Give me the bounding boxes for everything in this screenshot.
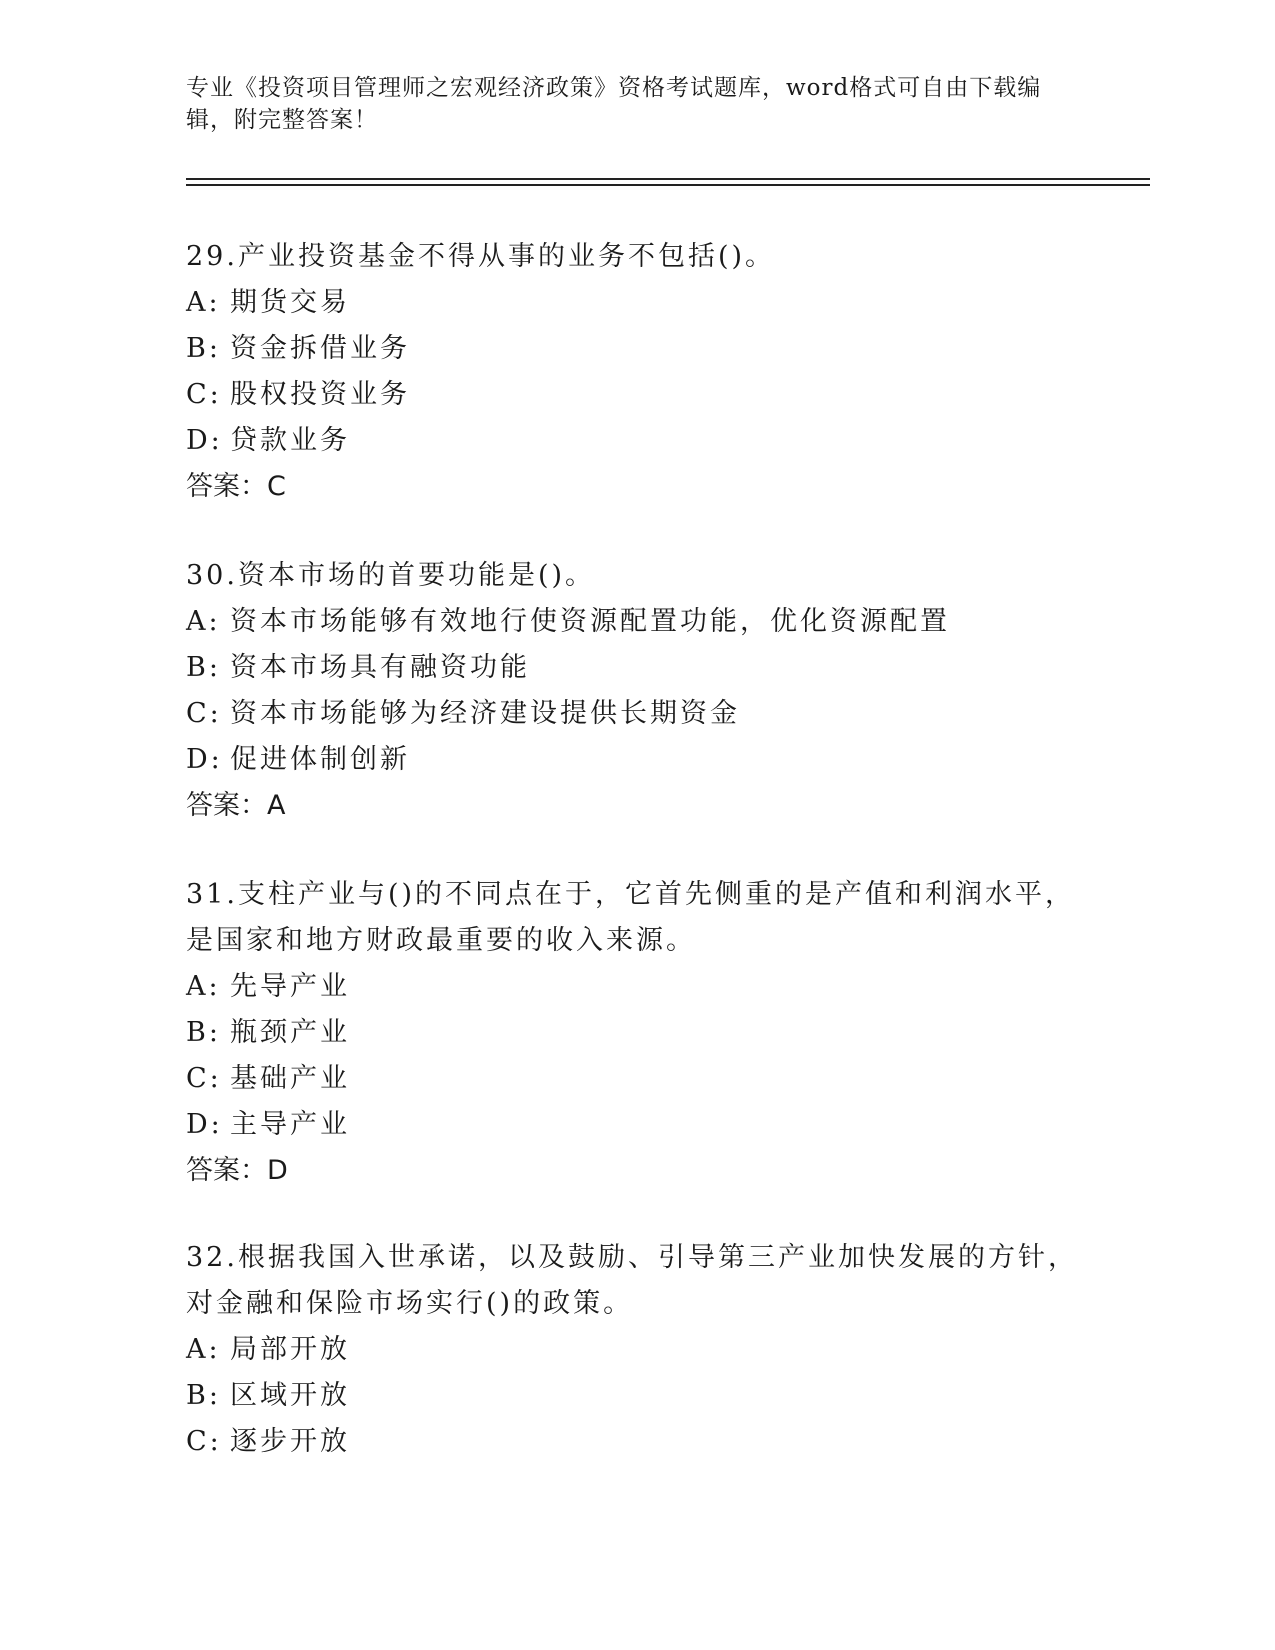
option-letter: B: [186,652,221,683]
option-letter: C: [186,379,222,410]
option-a [186,964,1086,1010]
option-text: 资本市场能够有效地行使资源配置功能，优化资源配置 [230,606,950,637]
option-c [186,372,1086,418]
question-30 [186,553,1086,829]
option-b [186,645,1086,691]
option-letter: C: [186,1063,222,1094]
option-a [186,1327,1086,1373]
option-letter: B: [186,333,221,364]
option-letter: A: [186,606,221,637]
question-stem: 29.产业投资基金不得从事的业务不包括()。 [186,241,776,272]
option-c [186,1419,1086,1465]
option-a [186,599,1086,645]
option-text: 区域开放 [230,1380,350,1411]
option-text: 资本市场能够为经济建设提供长期资金 [230,698,740,729]
option-c [186,691,1086,737]
option-letter: A: [186,971,221,1002]
option-b [186,326,1086,372]
option-text: 期货交易 [230,287,350,318]
option-text: 先导产业 [230,971,350,1002]
option-text: 促进体制创新 [230,744,410,775]
option-d [186,1102,1086,1148]
option-text: 局部开放 [230,1334,350,1365]
option-letter: C: [186,1426,222,1457]
question-29 [186,234,1086,510]
option-text: 逐步开放 [230,1426,350,1457]
question-stem: 31.支柱产业与()的不同点在于，它首先侧重的是产值和利润水平，是国家和地方财政最重要的收入来源。 [186,879,1076,956]
answer-line: 答案：C [186,471,286,502]
option-d [186,418,1086,464]
answer-line: 答案：A [186,790,286,821]
option-letter: D: [186,1109,223,1140]
question-32 [186,1235,1086,1465]
option-letter: A: [186,1334,221,1365]
option-text: 贷款业务 [230,425,350,456]
document-header: 专业《投资项目管理师之宏观经济政策》资格考试题库，word格式可自由下载编辑，附完整答案！ [186,75,1042,133]
answer-line: 答案：D [186,1155,288,1186]
option-a [186,280,1086,326]
header-divider-top [186,178,1150,180]
option-text: 基础产业 [230,1063,350,1094]
option-letter: A: [186,287,221,318]
option-letter: D: [186,744,223,775]
question-stem: 30.资本市场的首要功能是()。 [186,560,596,591]
option-text: 资金拆借业务 [230,333,410,364]
option-letter: B: [186,1380,221,1411]
option-c [186,1056,1086,1102]
option-b [186,1373,1086,1419]
question-31 [186,872,1086,1194]
option-d [186,737,1086,783]
option-letter: C: [186,698,222,729]
question-stem: 32.根据我国入世承诺，以及鼓励、引导第三产业加快发展的方针，对金融和保险市场实行()的政策。 [186,1242,1078,1319]
option-text: 主导产业 [230,1109,350,1140]
header-divider-bottom [186,184,1150,186]
option-text: 资本市场具有融资功能 [230,652,530,683]
option-letter: D: [186,425,223,456]
option-text: 瓶颈产业 [230,1017,350,1048]
option-text: 股权投资业务 [230,379,410,410]
option-letter: B: [186,1017,221,1048]
option-b [186,1010,1086,1056]
